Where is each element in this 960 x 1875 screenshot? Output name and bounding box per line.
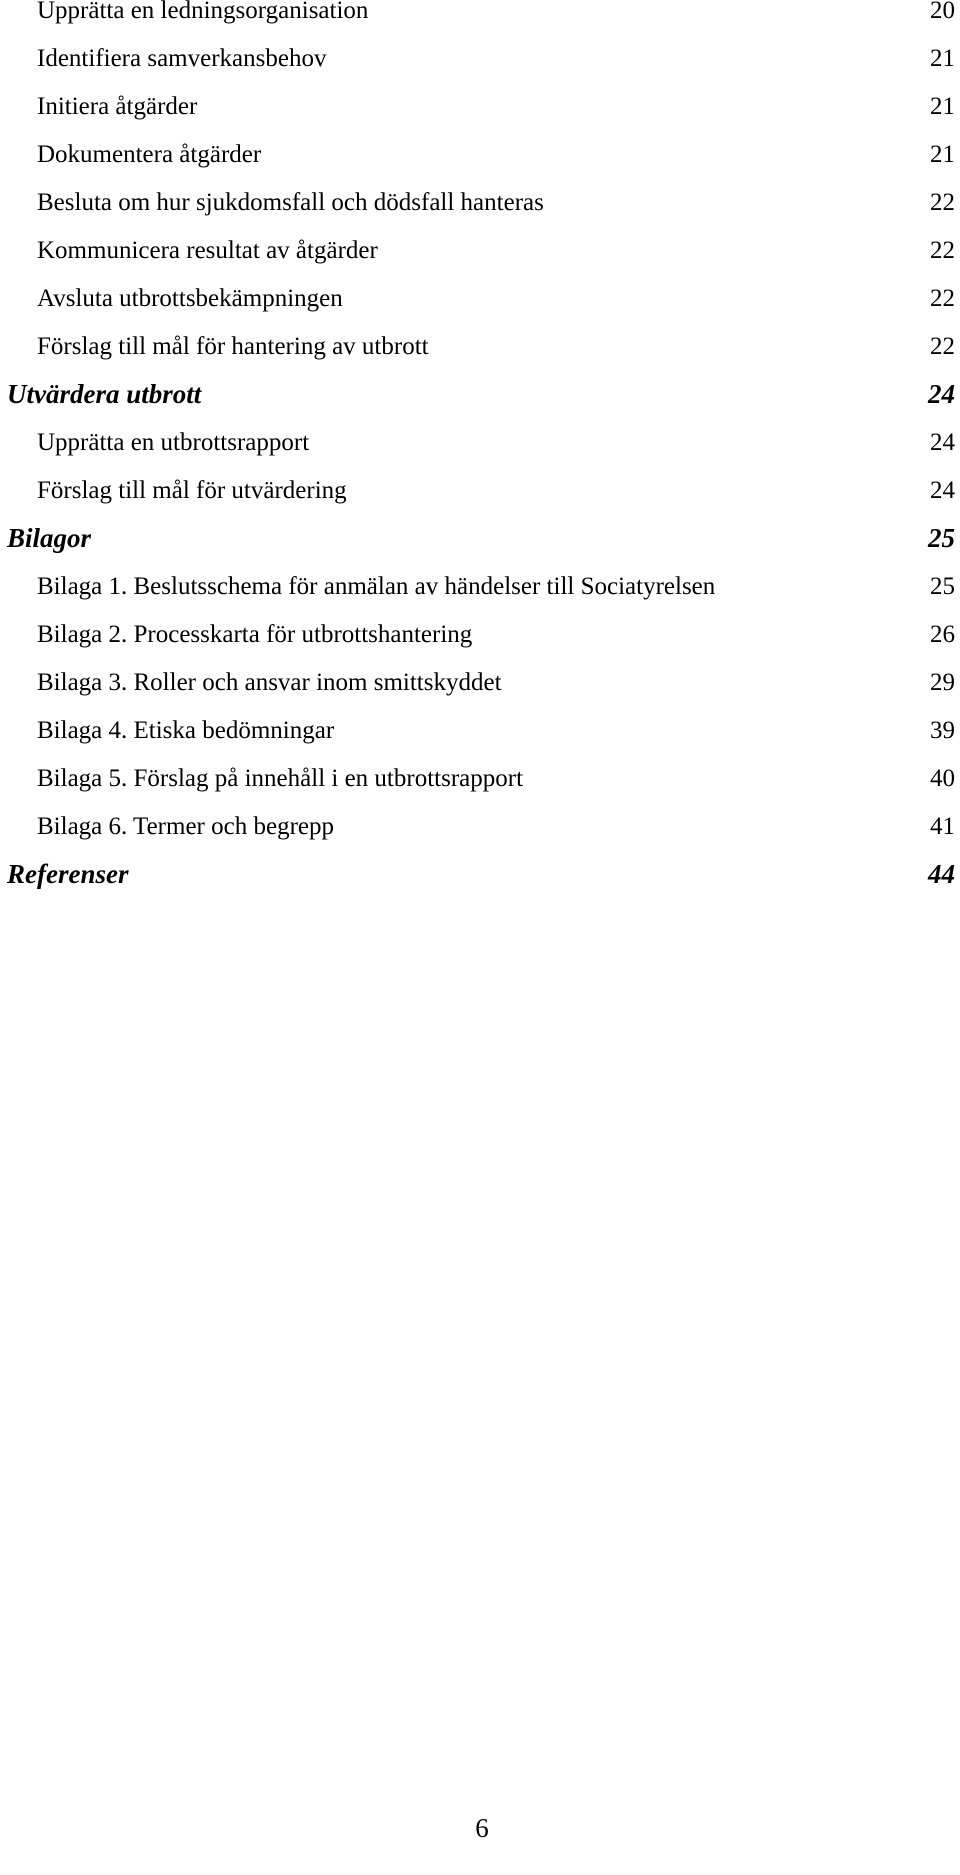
toc-entry[interactable] <box>0 234 960 282</box>
toc-entry-page: 24 <box>930 429 955 456</box>
toc-entry-page: 21 <box>930 45 955 72</box>
toc-entry-title: Förslag till mål för utvärdering <box>37 477 347 504</box>
toc-entry[interactable] <box>0 330 960 378</box>
toc-entry[interactable] <box>0 474 960 522</box>
toc-entry-title: Upprätta en ledningsorganisation <box>37 0 369 24</box>
toc-section-page: 44 <box>928 859 955 889</box>
page-number: 6 <box>475 1813 489 1843</box>
toc-entry-page: 25 <box>930 573 955 600</box>
toc-entry-title: Bilaga 3. Roller och ansvar inom smittskyddet <box>37 669 502 696</box>
toc-entry[interactable] <box>0 762 960 810</box>
toc-entry-page: 21 <box>930 141 955 168</box>
toc-entry-page: 22 <box>930 189 955 216</box>
toc-section-heading[interactable] <box>0 858 960 906</box>
toc-entry-title: Bilaga 5. Förslag på innehåll i en utbrottsrapport <box>37 765 524 792</box>
toc-entry[interactable] <box>0 138 960 186</box>
toc-section-heading[interactable] <box>0 378 960 426</box>
toc-entry-page: 21 <box>930 93 955 120</box>
toc-entry-title: Bilaga 4. Etiska bedömningar <box>37 717 335 744</box>
toc-entry-page: 39 <box>930 717 955 744</box>
toc-entry[interactable] <box>0 810 960 858</box>
toc-entry-title: Förslag till mål för hantering av utbrott <box>37 333 429 360</box>
toc-entry-title: Initiera åtgärder <box>37 93 198 120</box>
toc-entry-title: Bilaga 2. Processkarta för utbrottshantering <box>37 621 473 648</box>
toc-entry-page: 24 <box>930 477 955 504</box>
toc-entry-title: Besluta om hur sjukdomsfall och dödsfall hanteras <box>37 189 544 216</box>
toc-entry[interactable] <box>0 282 960 330</box>
toc-entry[interactable] <box>0 666 960 714</box>
toc-section-title: Referenser <box>7 859 129 889</box>
toc-entry-page: 22 <box>930 333 955 360</box>
toc-section-title: Utvärdera utbrott <box>7 379 202 409</box>
toc-entry-page: 40 <box>930 765 955 792</box>
toc-section-page: 24 <box>928 379 955 409</box>
toc-entry[interactable] <box>0 90 960 138</box>
toc-entry-page: 20 <box>930 0 955 24</box>
toc-entry-title: Dokumentera åtgärder <box>37 141 262 168</box>
toc-entry-page: 26 <box>930 621 955 648</box>
toc-entry-title: Bilaga 6. Termer och begrepp <box>37 813 334 840</box>
toc-section-page: 25 <box>928 523 955 553</box>
toc-entry-title: Bilaga 1. Beslutsschema för anmälan av händelser till Sociatyrelsen <box>37 573 716 600</box>
toc-entry-page: 22 <box>930 237 955 264</box>
toc-entry[interactable] <box>0 714 960 762</box>
toc-entry-page: 29 <box>930 669 955 696</box>
toc-section-title: Bilagor <box>7 523 92 553</box>
toc-entry-page: 41 <box>930 813 955 840</box>
toc-entry-title: Upprätta en utbrottsrapport <box>37 429 310 456</box>
toc-entry[interactable] <box>0 618 960 666</box>
toc-entry[interactable] <box>0 0 960 42</box>
toc-entry[interactable] <box>0 42 960 90</box>
toc-entry-title: Avsluta utbrottsbekämpningen <box>37 285 343 312</box>
page-footer <box>0 1815 960 1842</box>
toc-entry-page: 22 <box>930 285 955 312</box>
toc-entry-title: Kommunicera resultat av åtgärder <box>37 237 378 264</box>
toc-entry[interactable] <box>0 426 960 474</box>
toc-entry-title: Identifiera samverkansbehov <box>37 45 327 72</box>
toc-section-heading[interactable] <box>0 522 960 570</box>
toc-entry[interactable] <box>0 570 960 618</box>
toc-entry[interactable] <box>0 186 960 234</box>
